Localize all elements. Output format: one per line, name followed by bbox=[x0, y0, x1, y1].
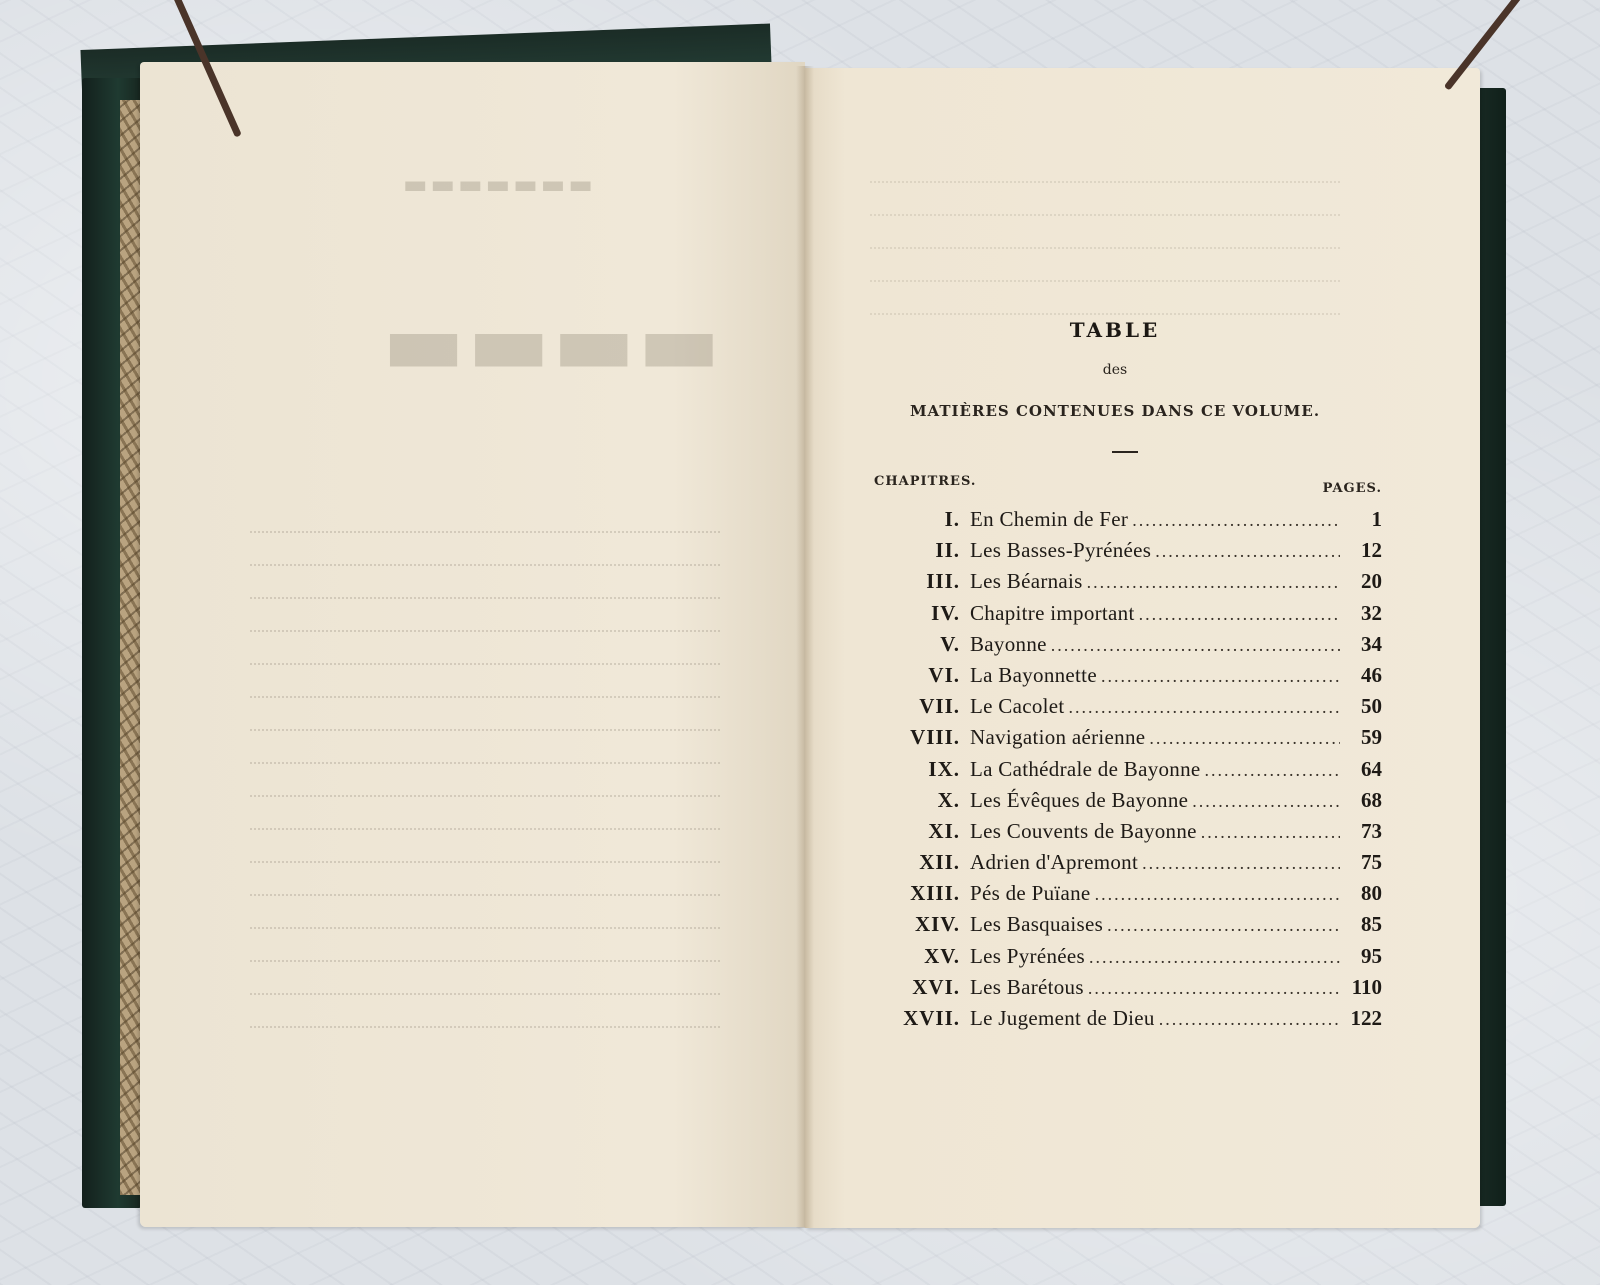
dot-leader bbox=[1201, 822, 1340, 843]
chapter-number: V. bbox=[940, 631, 960, 656]
chapter-number: XIV. bbox=[914, 912, 960, 937]
dot-leader bbox=[1088, 978, 1340, 999]
page-number: 68 bbox=[1361, 787, 1382, 812]
dot-leader bbox=[1069, 697, 1340, 718]
page-number: 80 bbox=[1361, 881, 1382, 906]
page-number: 64 bbox=[1361, 756, 1382, 781]
page-number: 75 bbox=[1361, 850, 1382, 875]
book-gutter bbox=[796, 66, 814, 1228]
dot-leader bbox=[1132, 510, 1340, 531]
toc-row bbox=[880, 788, 1382, 819]
page-number: 20 bbox=[1361, 569, 1382, 594]
toc-row bbox=[880, 819, 1382, 850]
dot-leader bbox=[1089, 947, 1340, 968]
chapter-title: Les Basquaises bbox=[970, 912, 1104, 937]
chapter-title: Les Barétous bbox=[970, 974, 1084, 999]
page-number: 1 bbox=[1371, 507, 1382, 531]
toc-row bbox=[880, 725, 1382, 756]
chapter-title: Le Jugement de Dieu bbox=[970, 1006, 1155, 1030]
toc-row bbox=[880, 632, 1382, 663]
chapter-title: Chapitre important bbox=[970, 600, 1135, 625]
column-header-pages: PAGES. bbox=[1322, 481, 1382, 496]
page-number: 46 bbox=[1361, 662, 1382, 687]
dot-leader bbox=[1051, 635, 1340, 656]
chapter-number: IX. bbox=[928, 756, 960, 781]
chapter-title: La Cathédrale de Bayonne bbox=[970, 756, 1201, 781]
toc-list bbox=[880, 507, 1382, 1037]
page-number: 32 bbox=[1361, 600, 1382, 625]
toc-row bbox=[880, 850, 1382, 881]
dot-leader bbox=[1205, 760, 1340, 781]
page-number: 50 bbox=[1361, 694, 1382, 719]
toc-row bbox=[880, 757, 1382, 788]
dot-leader bbox=[1139, 604, 1340, 625]
dot-leader bbox=[1192, 791, 1340, 812]
dot-leader bbox=[1095, 884, 1340, 905]
chapter-number: XVI. bbox=[912, 974, 960, 999]
chapter-title: En Chemin de Fer bbox=[970, 507, 1129, 531]
chapter-title: Le Cacolet bbox=[970, 694, 1065, 719]
chapter-title: Pés de Puïane bbox=[970, 881, 1091, 906]
chapter-number: XIII. bbox=[910, 881, 960, 906]
chapter-number: XI. bbox=[928, 818, 960, 843]
chapter-number: VIII. bbox=[910, 725, 960, 750]
chapter-number: III. bbox=[926, 569, 960, 594]
page-number: 95 bbox=[1361, 943, 1382, 968]
toc-row bbox=[880, 538, 1382, 569]
chapter-title: Les Béarnais bbox=[970, 569, 1083, 594]
chapter-title: La Bayonnette bbox=[970, 662, 1097, 687]
show-through-heading: ▬▬▬▬▬▬▬ bbox=[400, 170, 593, 200]
dot-leader bbox=[1087, 572, 1340, 593]
toc-row bbox=[880, 1006, 1382, 1037]
toc-rule bbox=[1112, 451, 1138, 453]
toc-title: TABLE bbox=[1069, 318, 1161, 342]
chapter-title: Navigation aérienne bbox=[970, 725, 1146, 750]
toc-row bbox=[880, 601, 1382, 632]
toc-row bbox=[880, 663, 1382, 694]
toc-row bbox=[880, 912, 1382, 943]
page-number: 110 bbox=[1351, 974, 1382, 999]
page-number: 12 bbox=[1361, 538, 1382, 563]
toc-row bbox=[880, 975, 1382, 1006]
page-number: 85 bbox=[1361, 912, 1382, 937]
dot-leader bbox=[1155, 541, 1340, 562]
page-number: 122 bbox=[1350, 1006, 1382, 1030]
toc-row bbox=[880, 694, 1382, 725]
toc-row bbox=[880, 569, 1382, 600]
chapter-title: Bayonne bbox=[970, 631, 1047, 656]
dot-leader bbox=[1149, 728, 1340, 749]
chapter-number: XII. bbox=[919, 850, 960, 875]
chapter-number: I. bbox=[944, 507, 960, 531]
chapter-number: VII. bbox=[919, 694, 960, 719]
left-page bbox=[140, 62, 805, 1227]
toc-row bbox=[880, 507, 1382, 538]
chapter-title: Adrien d'Apremont bbox=[970, 850, 1139, 875]
chapter-number: II. bbox=[935, 538, 960, 563]
dot-leader bbox=[1142, 853, 1340, 874]
toc-row bbox=[880, 881, 1382, 912]
chapter-number: X. bbox=[937, 787, 960, 812]
toc-row bbox=[880, 944, 1382, 975]
chapter-title: Les Évêques de Bayonne bbox=[970, 787, 1189, 812]
toc-subtitle: MATIÈRES CONTENUES DANS CE VOLUME. bbox=[909, 402, 1321, 420]
dot-leader bbox=[1101, 666, 1340, 687]
chapter-title: Les Basses-Pyrénées bbox=[970, 538, 1152, 563]
dot-leader bbox=[1107, 915, 1340, 936]
page-number: 34 bbox=[1361, 631, 1382, 656]
chapter-title: Les Couvents de Bayonne bbox=[970, 818, 1197, 843]
chapter-number: VI. bbox=[928, 662, 960, 687]
page-number: 73 bbox=[1361, 818, 1382, 843]
dot-leader bbox=[1159, 1009, 1340, 1030]
chapter-number: IV. bbox=[931, 600, 960, 625]
chapter-number: XVII. bbox=[903, 1006, 960, 1030]
column-header-chapters: CHAPITRES. bbox=[874, 474, 977, 489]
page-number: 59 bbox=[1361, 725, 1382, 750]
show-through-title: ▬▬▬▬ bbox=[380, 290, 721, 394]
toc-des: des bbox=[1102, 362, 1128, 378]
chapter-number: XV. bbox=[924, 943, 960, 968]
chapter-title: Les Pyrénées bbox=[970, 943, 1085, 968]
